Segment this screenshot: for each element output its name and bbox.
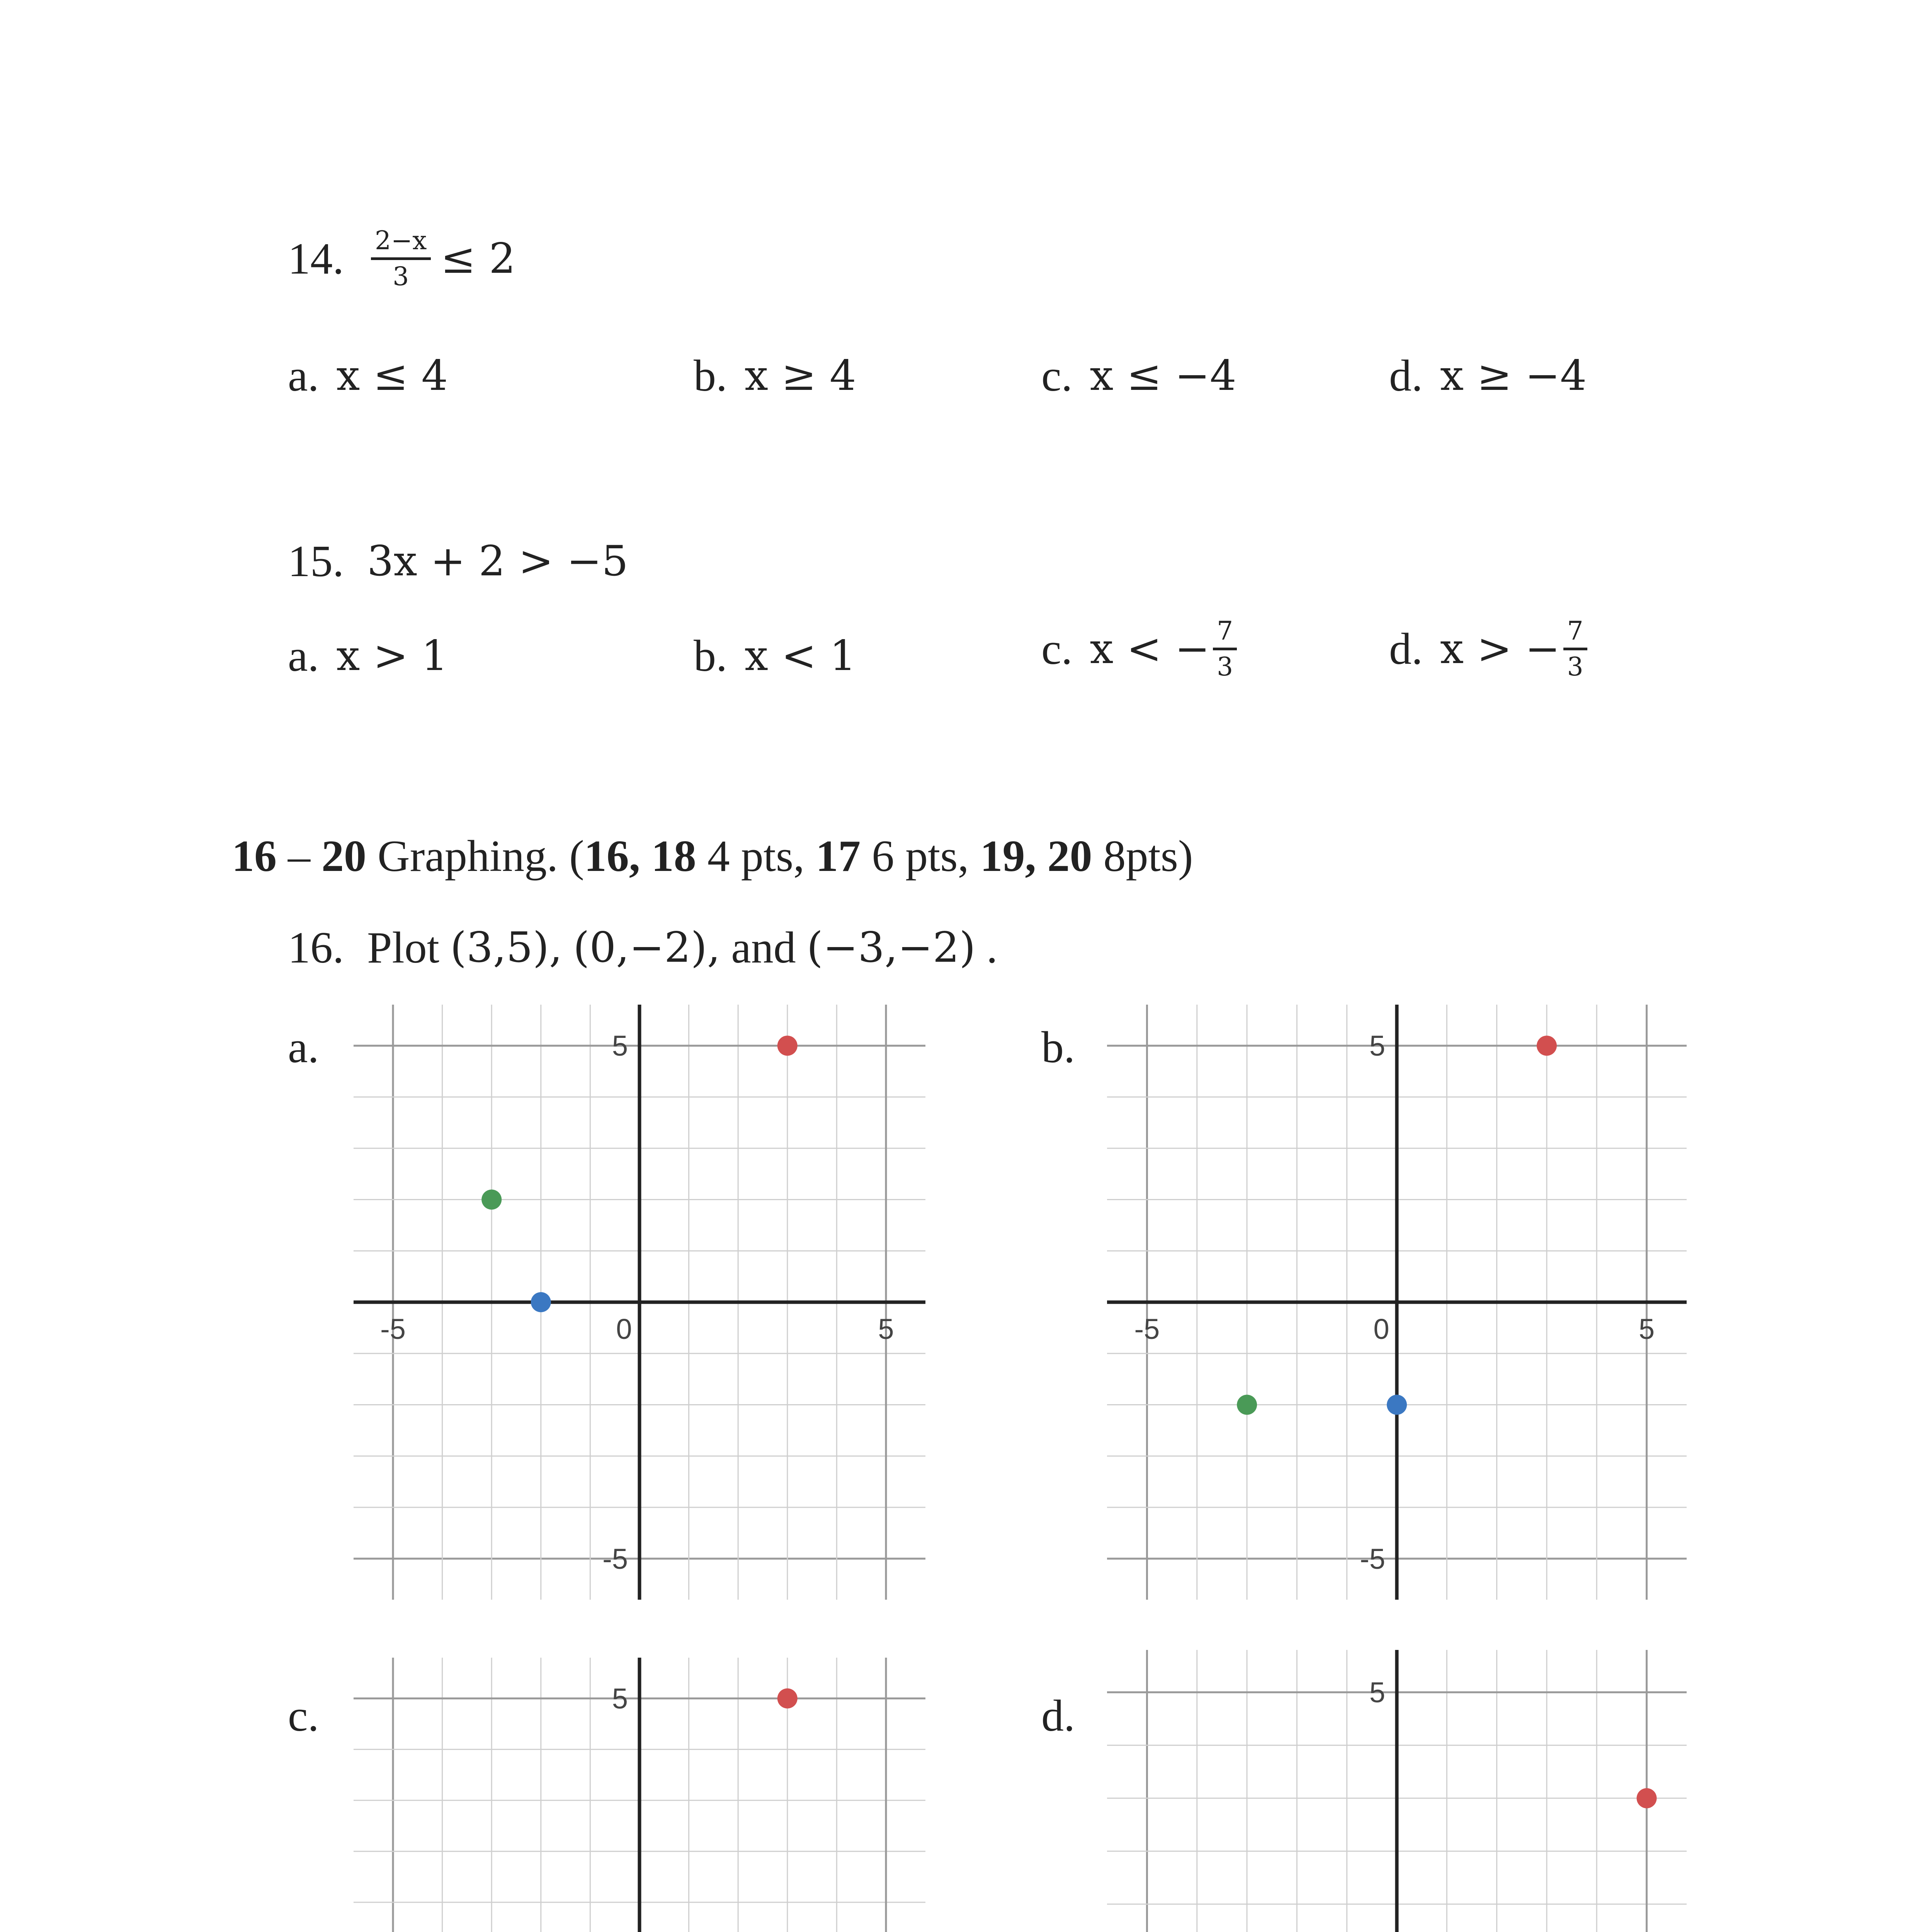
points-group-1: 16, 18 [584, 832, 696, 881]
fraction-numerator: 2−x [371, 228, 431, 260]
points-group-2-value: 6 pts, [872, 832, 969, 881]
inequality: 3x + 2 > −5 [367, 537, 628, 585]
graph-a-label[interactable]: a. [288, 1023, 319, 1072]
q15-choice-a[interactable] [288, 631, 448, 681]
q14-choice-c[interactable] [1041, 351, 1236, 401]
question-number: 14. [288, 234, 344, 284]
data-point-green [481, 1189, 502, 1209]
word-and: and [731, 923, 796, 973]
point-1: (3,5), [450, 923, 563, 972]
word-plot: Plot [367, 923, 439, 973]
q14-choice-d[interactable] [1389, 351, 1587, 401]
x-tick-label: 5 [878, 1313, 894, 1345]
data-point-red [777, 1689, 798, 1709]
y-tick-label: -5 [1360, 1543, 1385, 1575]
q15-choice-d[interactable] [1389, 618, 1590, 680]
choice-text: x < 1 [745, 632, 856, 680]
choice-text: x ≤ −4 [1090, 352, 1236, 400]
x-tick-label: -5 [380, 1313, 406, 1345]
fraction [371, 228, 431, 289]
y-tick-label: 5 [1369, 1676, 1385, 1709]
question-number: 16. [288, 923, 344, 973]
section-title: Graphing. [378, 832, 558, 881]
points-group-3-value: 8pts) [1103, 832, 1193, 881]
q15-choice-b[interactable] [694, 631, 856, 681]
graph-d[interactable] [1107, 1650, 1687, 1932]
data-point-red [1537, 1036, 1557, 1056]
q14-choice-a[interactable] [288, 351, 448, 401]
y-tick-label: -5 [602, 1543, 628, 1575]
question-14-stem [288, 228, 515, 289]
x-tick-label: 5 [1638, 1313, 1655, 1345]
y-tick-label: 5 [612, 1682, 628, 1715]
choice-letter: d. [1389, 624, 1423, 674]
question-number: 15. [288, 537, 344, 586]
fraction-denominator: 3 [393, 262, 409, 291]
data-point-red [1637, 1788, 1657, 1808]
inequality-rhs: ≤ 2 [440, 234, 516, 283]
question-16-stem [288, 923, 998, 973]
graph-b[interactable] [1107, 1005, 1687, 1600]
choice-text: x > − [1440, 624, 1560, 673]
graph-c[interactable] [354, 1658, 925, 1932]
range-dash: – [288, 832, 310, 881]
choice-text: x ≤ 4 [336, 352, 448, 400]
question-15-stem [288, 539, 628, 584]
graph-d-label[interactable]: d. [1041, 1691, 1075, 1741]
choice-text: x ≥ 4 [745, 352, 856, 400]
choice-letter: b. [694, 351, 727, 401]
data-point-green [1237, 1395, 1257, 1415]
open-paren: ( [569, 832, 584, 881]
points-group-3: 19, 20 [980, 832, 1092, 881]
period: . [986, 923, 998, 973]
choice-text: x > 1 [336, 632, 448, 680]
data-point-red [777, 1036, 798, 1056]
graph-c-label[interactable]: c. [288, 1691, 319, 1741]
q14-choice-b[interactable] [694, 351, 856, 401]
choice-letter: b. [694, 631, 727, 681]
graph-b-label[interactable]: b. [1041, 1023, 1075, 1072]
fraction [1213, 618, 1237, 680]
range-start: 16 [232, 832, 277, 881]
point-3: (−3,−2) [806, 923, 976, 972]
data-point-blue [531, 1292, 551, 1312]
y-tick-label: 5 [1369, 1030, 1385, 1062]
choice-letter: d. [1389, 351, 1423, 401]
graph-a[interactable] [354, 1005, 925, 1600]
choice-text: x < − [1090, 624, 1210, 673]
choice-letter: c. [1041, 351, 1073, 401]
choice-letter: c. [1041, 624, 1073, 674]
point-2: (0,−2), [573, 923, 721, 972]
data-point-blue [1387, 1395, 1407, 1415]
section-heading [232, 831, 1193, 882]
x-tick-label: -5 [1134, 1313, 1160, 1345]
fraction-numerator: 7 [1563, 618, 1587, 650]
choice-letter: a. [288, 631, 319, 681]
q15-choice-c[interactable] [1041, 618, 1240, 680]
fraction-denominator: 3 [1567, 652, 1583, 682]
fraction-denominator: 3 [1217, 652, 1233, 682]
y-tick-label: 5 [612, 1030, 628, 1062]
choice-text: x ≥ −4 [1440, 352, 1587, 400]
points-group-1-value: 4 pts, [707, 832, 805, 881]
range-end: 20 [321, 832, 366, 881]
fraction [1563, 618, 1587, 680]
choice-letter: a. [288, 351, 319, 401]
x-tick-label: 0 [616, 1313, 632, 1345]
x-tick-label: 0 [1373, 1313, 1389, 1345]
fraction-numerator: 7 [1213, 618, 1237, 650]
points-group-2: 17 [816, 832, 861, 881]
